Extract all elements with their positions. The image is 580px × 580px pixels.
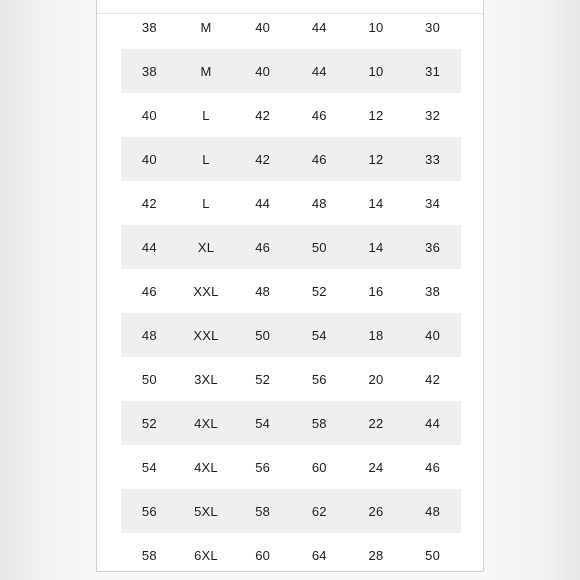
table-cell: 40 <box>425 327 441 343</box>
table-cell: 62 <box>311 503 327 519</box>
table-cell: 31 <box>425 63 441 79</box>
table-cell: 52 <box>255 371 271 387</box>
table-cell: 54 <box>141 459 157 475</box>
table-row <box>121 533 461 577</box>
table-cell: 46 <box>425 459 441 475</box>
table-row <box>121 357 461 401</box>
table-cell: 20 <box>368 371 384 387</box>
table-cell: 4XL <box>194 415 218 431</box>
table-cell: 44 <box>425 415 441 431</box>
table-cell: XL <box>197 239 215 255</box>
table-row <box>121 401 461 445</box>
table-cell: 12 <box>368 151 384 167</box>
table-cell: XXL <box>193 327 219 343</box>
table-cell: 10 <box>368 63 384 79</box>
table-cell: 60 <box>311 459 327 475</box>
table-cell: 48 <box>255 283 271 299</box>
table-cell: 28 <box>368 547 384 563</box>
table-row <box>121 225 461 269</box>
table-row <box>121 181 461 225</box>
table-cell: 36 <box>425 239 441 255</box>
table-cell: 46 <box>141 283 157 299</box>
table-cell: 56 <box>311 371 327 387</box>
table-cell: 40 <box>141 151 157 167</box>
table-cell: 48 <box>311 195 327 211</box>
table-cell: 30 <box>425 19 441 35</box>
table-row <box>121 269 461 313</box>
table-cell: 18 <box>368 327 384 343</box>
table-row <box>121 137 461 181</box>
table-cell: 46 <box>311 107 327 123</box>
table-cell: 33 <box>425 151 441 167</box>
table-cell: 3XL <box>194 371 218 387</box>
size-chart-card <box>96 0 484 572</box>
table-cell: 40 <box>255 63 271 79</box>
table-cell: 42 <box>141 195 157 211</box>
table-cell: 42 <box>255 151 271 167</box>
table-cell: 4XL <box>194 459 218 475</box>
table-cell: 56 <box>255 459 271 475</box>
table-row <box>121 313 461 357</box>
table-cell: 22 <box>368 415 384 431</box>
table-cell: 10 <box>368 19 384 35</box>
table-cell: 14 <box>368 239 384 255</box>
table-cell: 42 <box>425 371 441 387</box>
table-cell: L <box>202 151 210 167</box>
table-cell: 64 <box>311 547 327 563</box>
table-cell: 50 <box>311 239 327 255</box>
table-cell: 60 <box>255 547 271 563</box>
table-cell: 44 <box>311 63 327 79</box>
table-cell: 42 <box>255 107 271 123</box>
table-row <box>121 489 461 533</box>
table-cell: 38 <box>141 63 157 79</box>
table-cell: 40 <box>255 19 271 35</box>
table-row <box>121 5 461 49</box>
table-cell: 38 <box>141 19 157 35</box>
table-cell: 14 <box>368 195 384 211</box>
table-cell: 44 <box>311 19 327 35</box>
table-cell: 5XL <box>194 503 218 519</box>
table-cell: 34 <box>425 195 441 211</box>
table-cell: M <box>200 63 212 79</box>
table-cell: 6XL <box>194 547 218 563</box>
table-cell: 12 <box>368 107 384 123</box>
table-row <box>121 93 461 137</box>
size-table <box>121 5 461 577</box>
table-cell: 50 <box>141 371 157 387</box>
table-cell: 48 <box>141 327 157 343</box>
table-cell: 50 <box>425 547 441 563</box>
table-cell: 38 <box>425 283 441 299</box>
table-cell: 56 <box>141 503 157 519</box>
table-cell: 50 <box>255 327 271 343</box>
table-row <box>121 445 461 489</box>
table-cell: 46 <box>255 239 271 255</box>
table-cell: L <box>202 107 210 123</box>
table-cell: 26 <box>368 503 384 519</box>
table-cell: 32 <box>425 107 441 123</box>
table-cell: 44 <box>141 239 157 255</box>
table-cell: 16 <box>368 283 384 299</box>
table-cell: 58 <box>311 415 327 431</box>
table-cell: 24 <box>368 459 384 475</box>
table-cell: XXL <box>193 283 219 299</box>
table-cell: 48 <box>425 503 441 519</box>
table-cell: 52 <box>311 283 327 299</box>
table-cell: 58 <box>141 547 157 563</box>
table-cell: 52 <box>141 415 157 431</box>
table-row <box>121 49 461 93</box>
table-cell: L <box>202 195 210 211</box>
table-cell: M <box>200 19 212 35</box>
table-cell: 46 <box>311 151 327 167</box>
table-cell: 44 <box>255 195 271 211</box>
table-cell: 40 <box>141 107 157 123</box>
table-cell: 54 <box>255 415 271 431</box>
table-cell: 54 <box>311 327 327 343</box>
table-cell: 58 <box>255 503 271 519</box>
